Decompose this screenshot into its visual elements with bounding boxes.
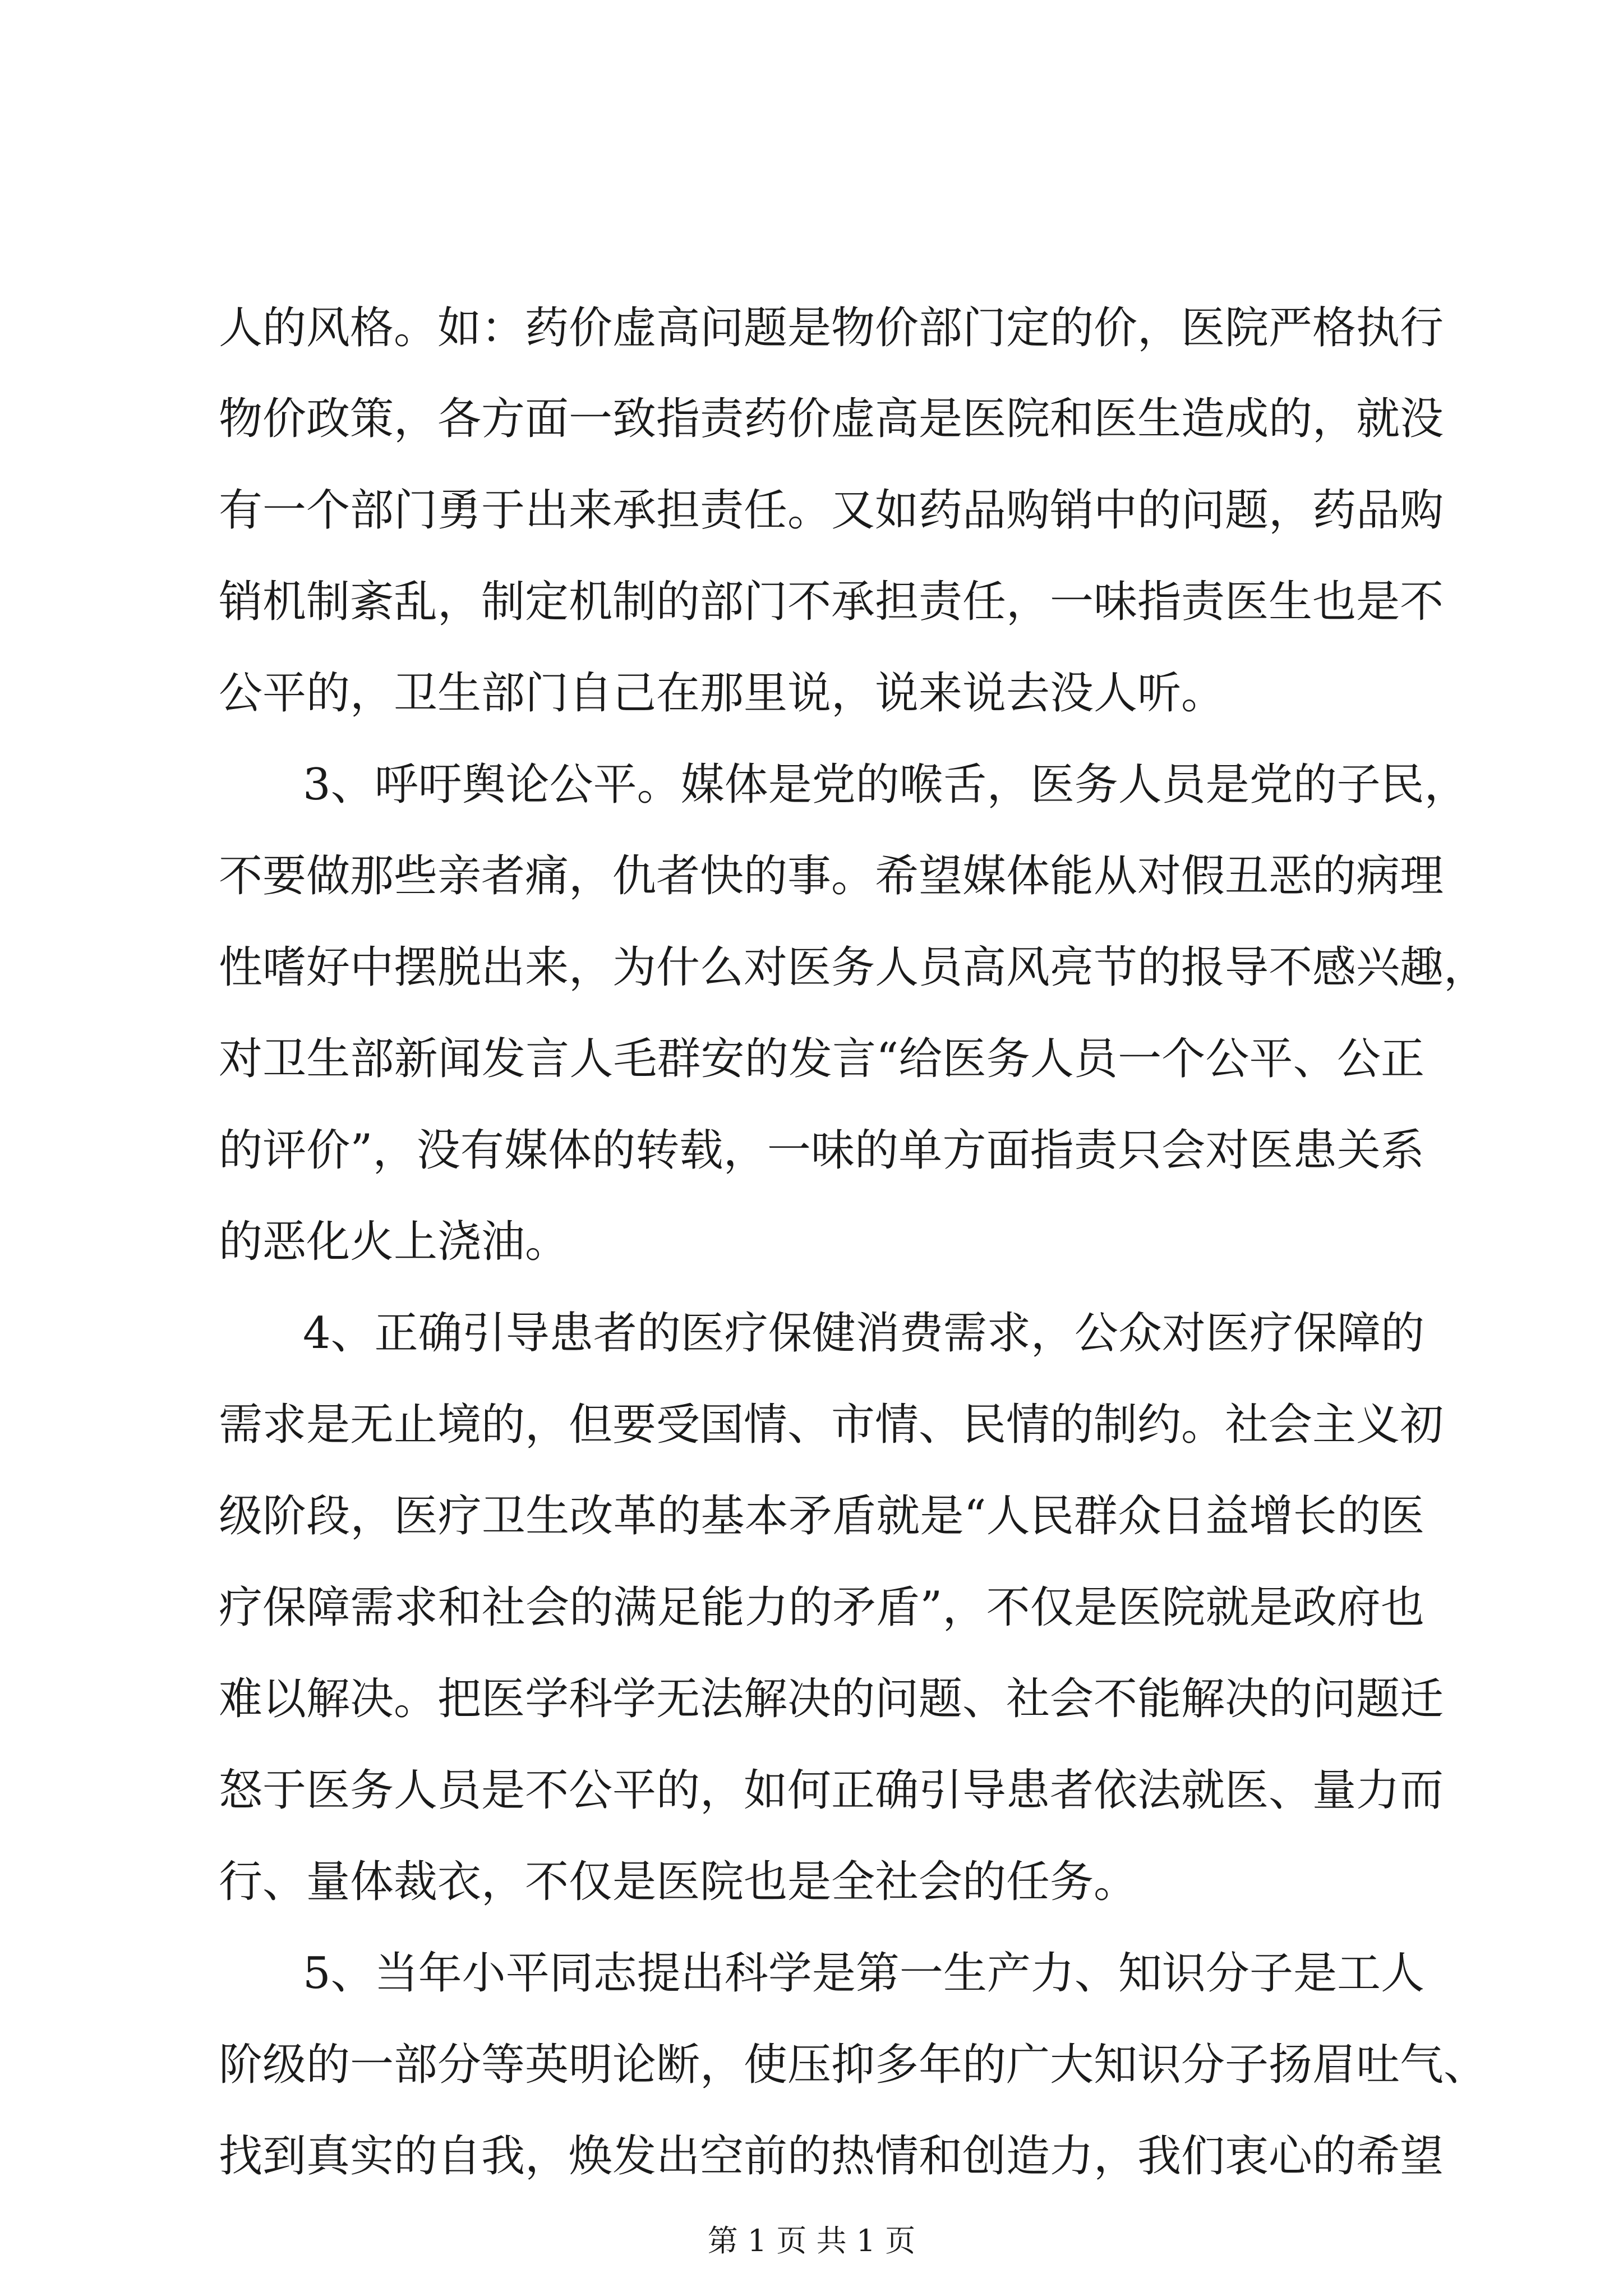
text-line: 的恶化火上浇油。 [219,1217,569,1267]
text-line: 的评价”，没有媒体的转载，一味的单方面指责只会对医患关系 [219,1125,1424,1176]
text-line: 物价政策，各方面一致指责药价虚高是医院和医生造成的，就没 [219,394,1444,444]
text-line: 阶级的一部分等英明论断，使压抑多年的广大知识分子扬眉吐气、 [219,2040,1488,2090]
paragraph-start-line: 5、当年小平同志提出科学是第一生产力、知识分子是工人 [303,1948,1424,1999]
text-line: 有一个部门勇于出来承担责任。又如药品购销中的问题，药品购 [219,485,1444,536]
text-line: 性嗜好中摆脱出来，为什么对医务人员高风亮节的报导不感兴趣， [219,942,1488,993]
text-line: 不要做那些亲者痛，仇者快的事。希望媒体能从对假丑恶的病理 [219,851,1444,901]
text-line: 怒于医务人员是不公平的，如何正确引导患者依法就医、量力而 [219,1765,1444,1816]
paragraph-start-line: 4、正确引导患者的医疗保健消费需求，公众对医疗保障的 [303,1308,1424,1359]
text-line: 难以解决。把医学科学无法解决的问题、社会不能解决的问题迁 [219,1674,1444,1724]
page-footer: 第 1 页 共 1 页 [707,2223,916,2258]
text-line: 人的风格。如：药价虚高问题是物价部门定的价，医院严格执行 [219,303,1444,353]
text-line: 级阶段，医疗卫生改革的基本矛盾就是“人民群众日益增长的医 [219,1491,1424,1542]
text-line: 需求是无止境的，但要受国情、市情、民情的制约。社会主义初 [219,1400,1444,1450]
text-line: 行、量体裁衣，不仅是医院也是全社会的任务。 [219,1857,1138,1907]
text-line: 公平的，卫生部门自己在那里说，说来说去没人听。 [219,668,1225,719]
text-line: 销机制紊乱，制定机制的部门不承担责任，一味指责医生也是不 [219,577,1444,627]
text-line: 疗保障需求和社会的满足能力的矛盾”，不仅是医院就是政府也 [219,1582,1424,1633]
paragraph-start-line: 3、呼吁舆论公平。媒体是党的喉舌，医务人员是党的子民， [303,760,1468,810]
text-line: 找到真实的自我，焕发出空前的热情和创造力，我们衷心的希望 [219,2131,1444,2182]
text-line: 对卫生部新闻发言人毛群安的发言“给医务人员一个公平、公正 [219,1034,1424,1084]
